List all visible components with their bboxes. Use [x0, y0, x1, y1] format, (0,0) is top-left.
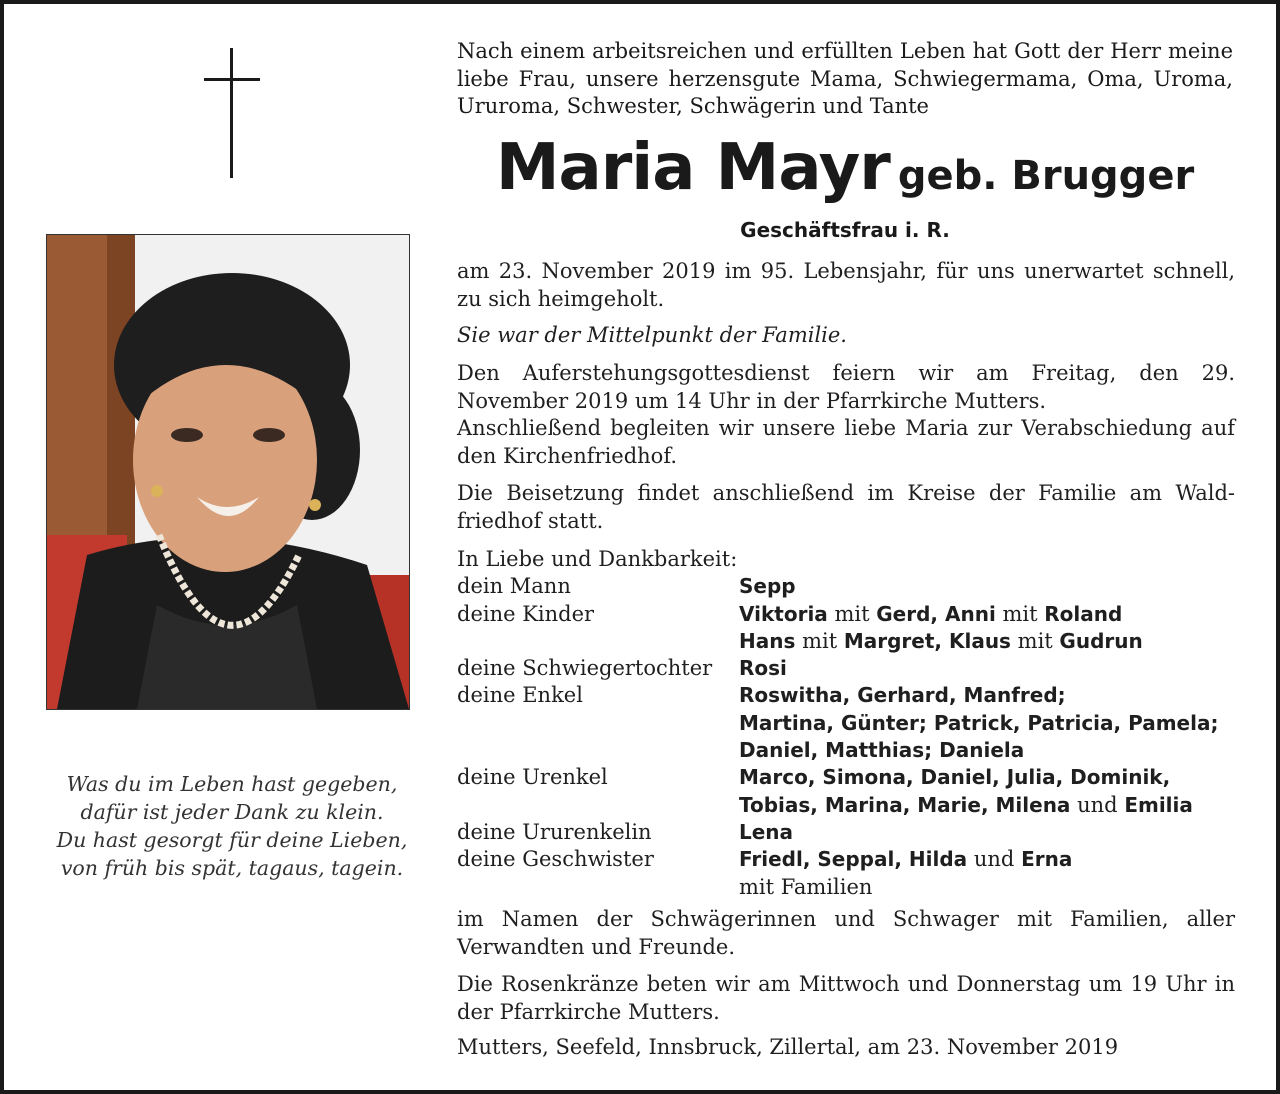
service-info	[457, 360, 1235, 470]
family-row: deine Ururenkelin Lena	[457, 819, 794, 844]
name-main: Maria Mayr	[495, 131, 890, 205]
death-notice	[457, 258, 1235, 313]
rosary-info	[457, 971, 1235, 1026]
death-text: am 23. November 2019 im 95. Lebensjahr, für uns unerwartet schnell, zu sich heimgeholt.	[457, 259, 1235, 311]
family-row: mit Familien	[739, 874, 873, 899]
burial-line-1: Die Beisetzung findet anschließend im Kreise der Familie am Wald-	[457, 481, 1235, 505]
intro-block	[457, 38, 1233, 121]
rosary-text: Die Rosenkränze beten wir am Mittwoch und Donnerstag um 19 Uhr in der Pfarrkirche Mutters.	[457, 972, 1235, 1024]
motto	[457, 322, 1235, 350]
family-list	[457, 546, 1247, 901]
intro-text: Nach einem arbeitsreichen und erfüllten Leben hat Gott der Herr meine liebe Frau, unsere herzensgute Mama, Schwiegermama, Oma, Uroma, Ururoma, Schwester, Schwägerin und Tante	[457, 39, 1233, 118]
poem-line: von früh bis spät, tagaus, tagein.	[60, 856, 404, 880]
family-row: Hans mit Margret, Klaus mit Gudrun	[739, 628, 1143, 653]
motto-text: Sie war der Mittelpunkt der Familie.	[457, 323, 847, 347]
memorial-poem	[24, 770, 440, 882]
names-of	[457, 906, 1235, 961]
family-row: deine Geschwister Friedl, Seppal, Hilda und Erna	[457, 847, 1073, 872]
occupation-title: Geschäftsfrau i. R.	[740, 218, 950, 242]
burial-line-2: friedhof statt.	[457, 508, 604, 533]
poem-line: dafür ist jeder Dank zu klein.	[80, 800, 384, 824]
service-text: Den Auferstehungsgottesdienst feiern wir am Freitag, den 29. November 2019 um 14 Uhr in der Pfarrkirche Mutters.	[457, 361, 1235, 413]
family-row: deine Schwiegertochter Rosi	[457, 656, 787, 681]
burial-info	[457, 480, 1235, 535]
cross-icon-bar	[204, 78, 260, 81]
portrait-photo	[46, 234, 410, 710]
family-row: deine Urenkel Marco, Simona, Daniel, Julia, Dominik,	[457, 765, 1171, 790]
family-row: deine Kinder Viktoria mit Gerd, Anni mit Roland	[457, 601, 1123, 626]
place-date	[457, 1034, 1235, 1062]
poem-line: Du hast gesorgt für deine Lieben,	[56, 828, 408, 852]
family-row: Martina, Günter; Patrick, Patricia, Pamela;	[739, 710, 1219, 735]
name-born: geb. Brugger	[897, 153, 1195, 199]
farewell-text: Anschließend begleiten wir unsere liebe Maria zur Verabschiedung auf den Kirchenfriedhof.	[457, 416, 1235, 468]
family-row: deine Enkel Roswitha, Gerhard, Manfred;	[457, 683, 1066, 708]
cross-icon	[230, 48, 233, 178]
place-date-text: Mutters, Seefeld, Innsbruck, Zillertal, am 23. November 2019	[457, 1035, 1119, 1059]
deceased-name	[457, 131, 1233, 205]
names-of-text: im Namen der Schwägerinnen und Schwager mit Familien, aller Verwandten und Freunde.	[457, 907, 1235, 959]
family-row: Daniel, Matthias; Daniela	[739, 738, 1025, 763]
love-line: In Liebe und Dankbarkeit:	[457, 547, 738, 571]
family-row: dein Mann Sepp	[457, 574, 796, 599]
poem-line: Was du im Leben hast gegeben,	[66, 772, 398, 796]
family-row: Tobias, Marina, Marie, Milena und Emilia	[739, 792, 1193, 817]
portrait-illustration	[47, 235, 409, 709]
